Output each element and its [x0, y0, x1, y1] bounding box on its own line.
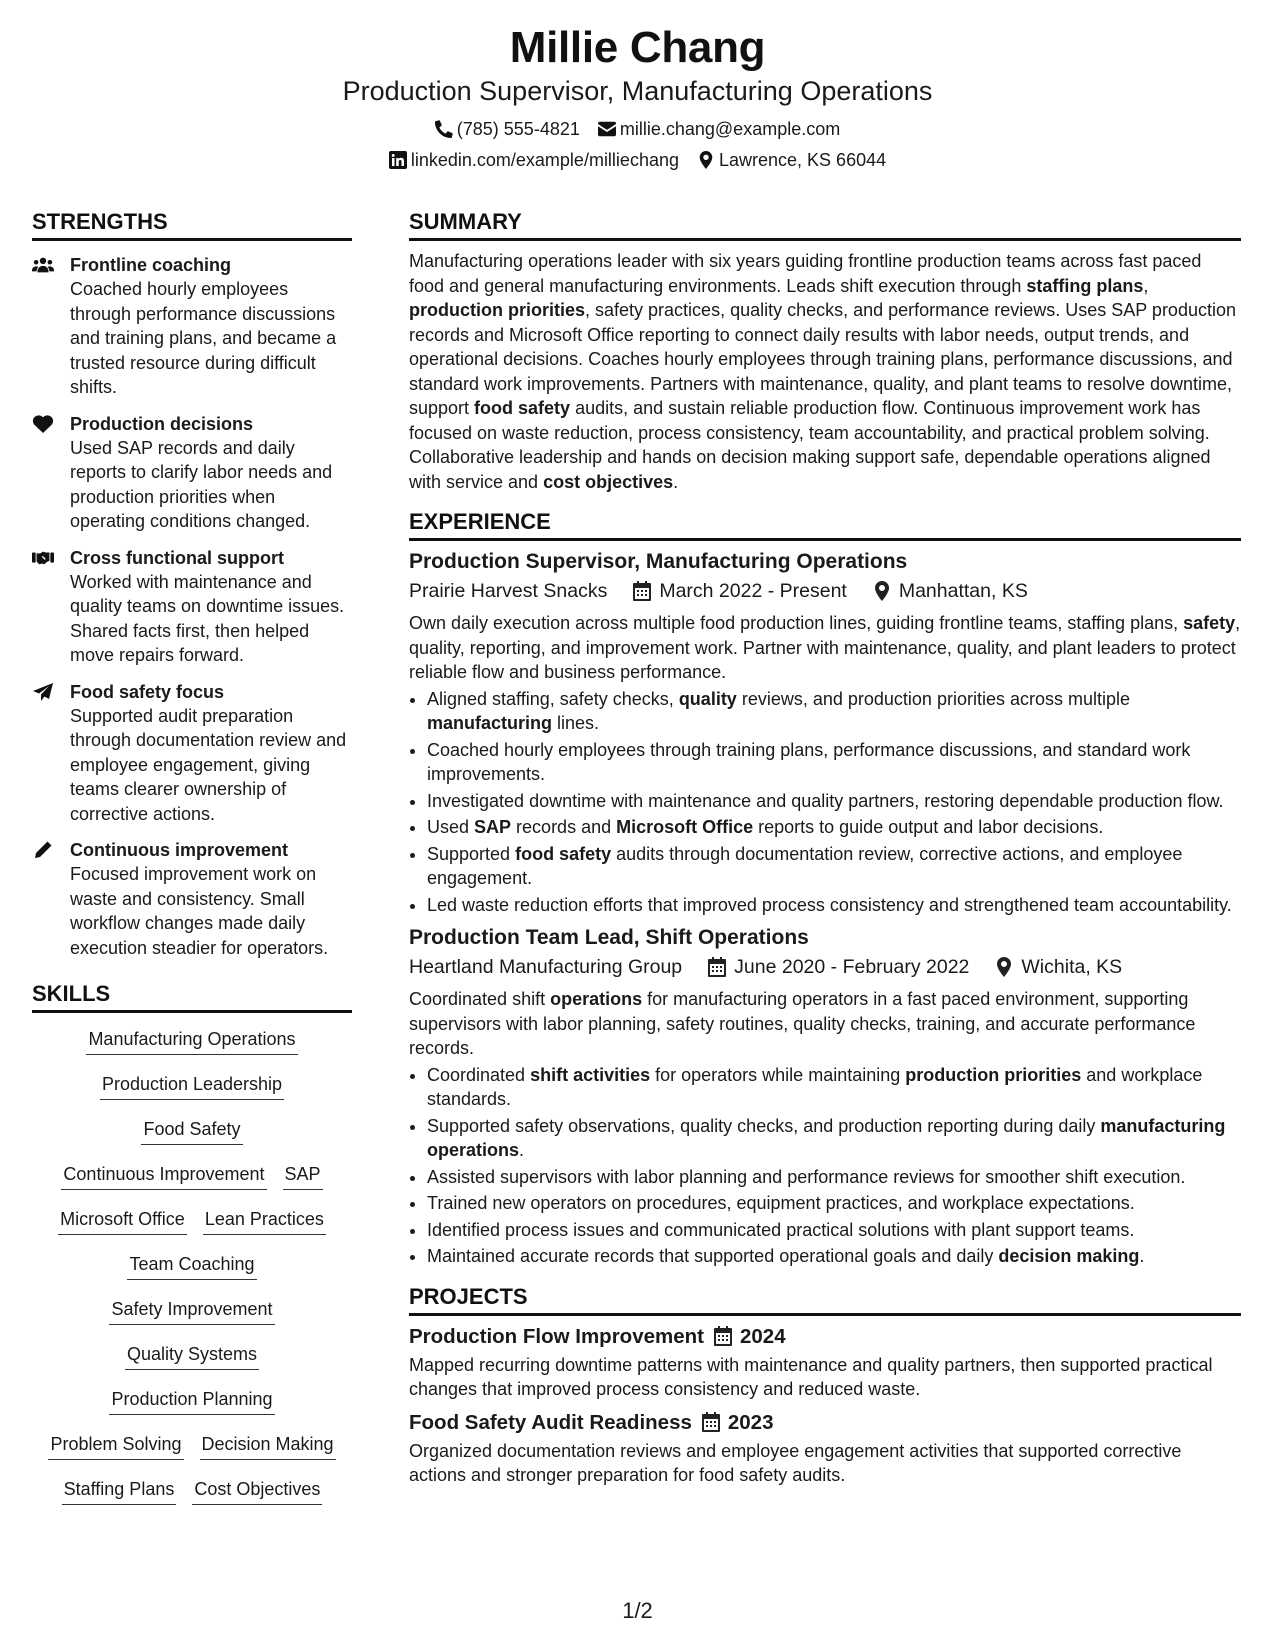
skills-row: [32, 1342, 352, 1387]
phone-text: (785) 555-4821: [456, 119, 580, 139]
job-company: Heartland Manufacturing Group: [409, 956, 683, 978]
skills-row: [32, 1027, 352, 1072]
phone-icon: [435, 120, 453, 138]
job-location: Manhattan, KS: [898, 580, 1028, 602]
pencil-icon: [32, 841, 54, 859]
job-entry: [409, 924, 1241, 1269]
contact-row-2: [0, 148, 1275, 172]
calendar-icon: [714, 1326, 732, 1346]
job-bullets: [409, 1063, 1241, 1269]
calendar-icon: [702, 1412, 720, 1432]
job-bullet: • Identified process issues and communicated practical solutions with plant support teams.: [427, 1218, 1241, 1243]
skill-tag: Staffing Plans: [62, 1477, 177, 1505]
phone-contact[interactable]: [435, 117, 580, 141]
job-bullet: • Led waste reduction efforts that improved process consistency and strengthened team accountability.: [427, 893, 1241, 918]
strength-text: Worked with maintenance and quality teams on downtime issues. Shared facts first, then helped move repairs forward.: [70, 571, 345, 665]
skill-tag: Team Coaching: [127, 1252, 256, 1280]
candidate-title: Production Supervisor, Manufacturing Operations: [342, 76, 933, 106]
skill-tag: Problem Solving: [48, 1432, 183, 1460]
skills-list: [32, 1027, 352, 1522]
job-bullet: • Used SAP records and Microsoft Office reports to guide output and labor decisions.: [427, 815, 1241, 840]
linkedin-icon: [389, 151, 407, 169]
linkedin-contact[interactable]: [389, 148, 679, 172]
strengths-heading: STRENGTHS: [32, 208, 352, 241]
strength-heading: Frontline coaching: [70, 255, 232, 275]
skills-row: [32, 1072, 352, 1117]
strength-item: [32, 253, 352, 400]
job-bullet: • Supported safety observations, quality checks, and production reporting during daily manufacturing operations.: [427, 1114, 1241, 1163]
resume-header: [0, 22, 1275, 172]
strength-heading: Food safety focus: [70, 681, 225, 702]
job-meta: [409, 954, 1241, 980]
strength-heading: Cross functional support: [70, 547, 285, 568]
skill-tag: Safety Improvement: [109, 1297, 274, 1325]
job-bullet: • Coached hourly employees through training plans, performance discussions, and standard work improvements.: [427, 738, 1241, 787]
strength-text: Coached hourly employees through performance discussions and training plans, and became a trusted resource during difficult shifts.: [70, 279, 337, 397]
skills-row: [32, 1477, 352, 1522]
skill-tag: Microsoft Office: [58, 1207, 187, 1235]
calendar-icon: [708, 957, 726, 977]
job-bullet: • Coordinated shift activities for operators while maintaining production priorities and workplace standards.: [427, 1063, 1241, 1112]
location-contact: [697, 148, 886, 172]
strength-heading: Production decisions: [70, 413, 254, 434]
map-pin-icon: [697, 151, 715, 169]
job-title: Production Team Lead, Shift Operations: [409, 926, 809, 949]
candidate-name: Millie Chang: [509, 23, 766, 72]
project-description: Mapped recurring downtime patterns with maintenance and quality partners, then supported practical changes that improved process consistency and reduced waste.: [409, 1354, 1213, 1399]
job-bullet: • Investigated downtime with maintenance and quality partners, restoring dependable production flow.: [427, 789, 1241, 814]
strength-item: [32, 680, 352, 827]
job-bullet: • Trained new operators on procedures, equipment practices, and workplace expectations.: [427, 1191, 1241, 1216]
job-description: Coordinated shift operations for manufacturing operators in a fast paced environment, supporting supervisors with labor planning, safety routines, quality checks, training, and accurate performance records.: [409, 989, 1196, 1058]
strength-text: Used SAP records and daily reports to clarify labor needs and production priorities when operating conditions changed.: [70, 437, 333, 531]
skill-tag: Lean Practices: [203, 1207, 326, 1235]
job-location: Wichita, KS: [1021, 956, 1123, 978]
strength-text: Focused improvement work on waste and consistency. Small workflow changes made daily execution steadier for operators.: [70, 864, 329, 958]
skills-row: [32, 1207, 352, 1252]
job-company: Prairie Harvest Snacks: [409, 580, 608, 602]
skill-tag: Production Leadership: [100, 1072, 284, 1100]
project-title: Food Safety Audit Readiness: [409, 1410, 692, 1434]
experience-heading: EXPERIENCE: [409, 508, 1241, 541]
handshake-icon: [32, 549, 54, 567]
job-description: Own daily execution across multiple food production lines, guiding frontline teams, staffing plans, safety, quality, reporting, and improvement work. Partner with maintenance, quality, and plant leaders to protect reliable flow and business performance.: [409, 613, 1241, 682]
job-bullets: [409, 687, 1241, 918]
projects-heading: PROJECTS: [409, 1283, 1241, 1316]
job-entry: [409, 548, 1241, 917]
job-dates: March 2022 - Present: [659, 580, 847, 602]
project-title: Production Flow Improvement: [409, 1324, 704, 1348]
skill-tag: Decision Making: [200, 1432, 336, 1460]
summary-heading: SUMMARY: [409, 208, 1241, 241]
skills-row: [32, 1162, 352, 1207]
job-meta: [409, 578, 1241, 604]
users-icon: [32, 256, 54, 274]
contact-row-1: [0, 117, 1275, 141]
skills-row: [32, 1297, 352, 1342]
location-text: Lawrence, KS 66044: [719, 150, 887, 170]
page-number: 1/2: [622, 1598, 653, 1623]
job-dates: June 2020 - February 2022: [734, 956, 970, 978]
job-bullet: • Assisted supervisors with labor planning and performance reviews for smoother shift execution.: [427, 1165, 1241, 1190]
job-bullet: • Supported food safety audits through documentation review, corrective actions, and employee engagement.: [427, 842, 1241, 891]
skill-tag: Continuous Improvement: [61, 1162, 266, 1190]
project-description: Organized documentation reviews and employee engagement activities that supported corrective actions and stronger preparation for food safety audits.: [409, 1440, 1182, 1485]
skill-tag: Production Planning: [109, 1387, 274, 1415]
heart-icon: [32, 415, 54, 433]
map-pin-icon: [873, 581, 891, 601]
email-text: millie.chang@example.com: [619, 119, 841, 139]
strength-item: [32, 838, 352, 960]
paper-plane-icon: [32, 683, 54, 701]
job-title: Production Supervisor, Manufacturing Operations: [409, 550, 908, 573]
project-year: 2024: [740, 1324, 786, 1348]
skills-row: [32, 1252, 352, 1297]
calendar-icon: [633, 581, 651, 601]
skills-heading: SKILLS: [32, 980, 352, 1013]
strength-item: [32, 412, 352, 534]
map-pin-icon: [995, 957, 1013, 977]
skills-row: [32, 1432, 352, 1477]
right-column: [409, 208, 1241, 1488]
job-bullet: • Aligned staffing, safety checks, quality reviews, and production priorities across multiple manufacturing lines.: [427, 687, 1241, 736]
skills-row: [32, 1387, 352, 1432]
left-column: [32, 208, 352, 1522]
skill-tag: Manufacturing Operations: [86, 1027, 297, 1055]
strength-text: Supported audit preparation through documentation review and employee engagement, giving teams clearer ownership of corrective actions.: [70, 705, 347, 824]
skill-tag: SAP: [283, 1162, 323, 1190]
project-year: 2023: [727, 1410, 774, 1434]
skill-tag: Quality Systems: [125, 1342, 259, 1370]
email-contact[interactable]: [598, 117, 840, 141]
linkedin-text: linkedin.com/example/milliechang: [410, 150, 679, 170]
skills-row: [32, 1117, 352, 1162]
summary-text: Manufacturing operations leader with six years guiding frontline production teams across fast paced food and general manufacturing environments. Leads shift execution through staffing plans, production priorities, safety practices, quality checks, and performance reviews. Uses SAP production records and Microsoft Office reporting to connect daily results with labor needs, output trends, and operational decisions. Coaches hourly employees through training plans, performance discussions, and standard work improvements. Partners with maintenance, quality, and plant teams to resolve downtime, support food safety audits, and sustain reliable production flow. Continuous improvement work has focused on waste reduction, process consistency, team accountability, and practical problem solving. Collaborative leadership and hands on decision making support safe, dependable operations aligned with service and cost objectives.: [409, 251, 1236, 492]
project-entry: [409, 1409, 1241, 1488]
skill-tag: Food Safety: [141, 1117, 242, 1145]
job-bullet: • Maintained accurate records that supported operational goals and daily decision making.: [427, 1244, 1241, 1269]
strength-heading: Continuous improvement: [70, 840, 289, 860]
skill-tag: Cost Objectives: [192, 1477, 322, 1505]
envelope-icon: [598, 120, 616, 138]
project-entry: [409, 1323, 1241, 1402]
strength-item: [32, 546, 352, 668]
